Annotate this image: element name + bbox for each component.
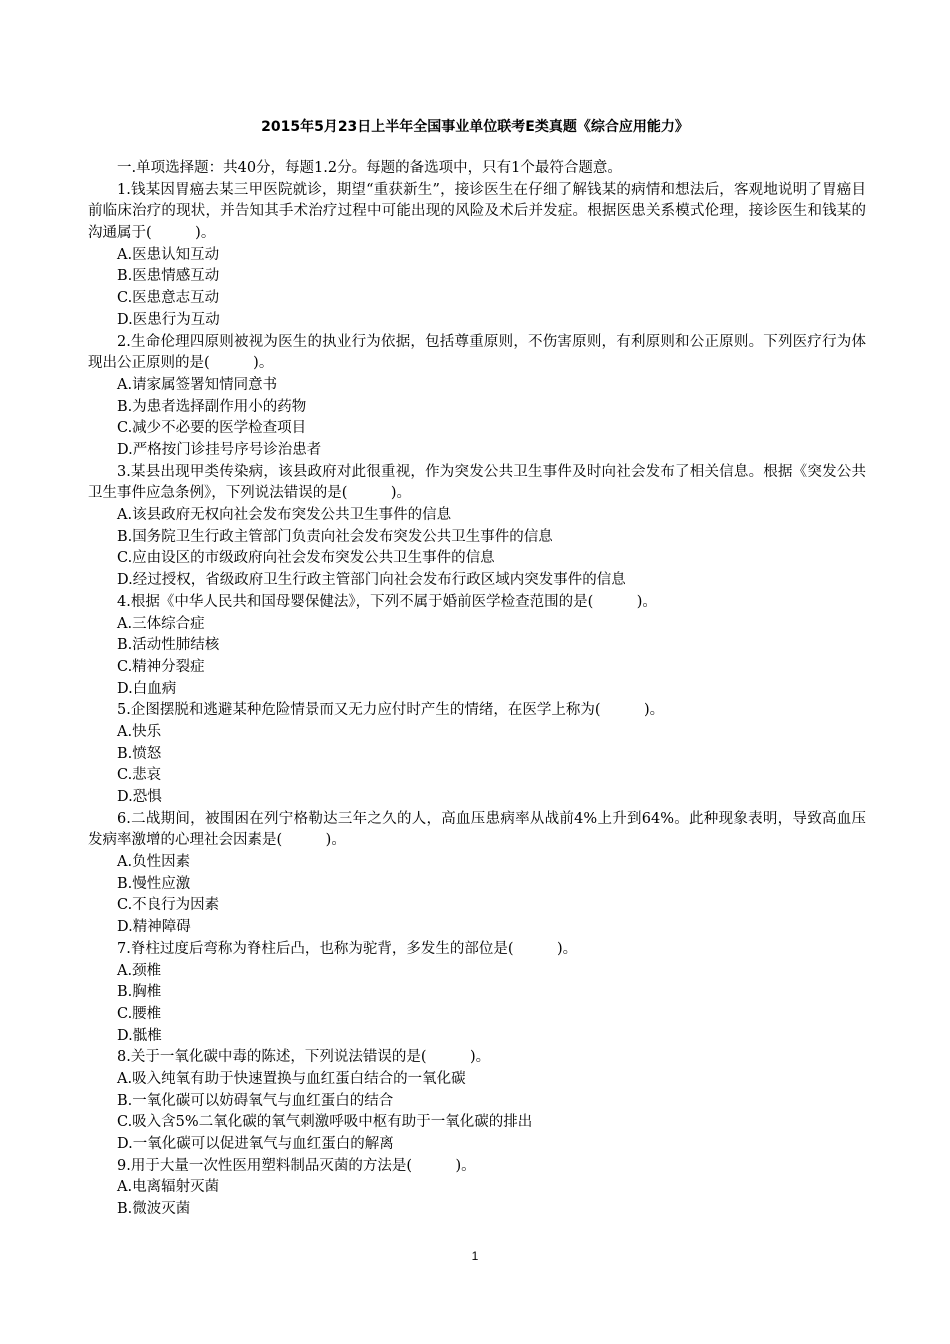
question-7-option-d: D.骶椎 (117, 1027, 162, 1044)
question-1-option-b: B.医患情感互动 (117, 268, 220, 285)
question-5-option-a: A.快乐 (117, 723, 162, 740)
question-2-option-b: B.为患者选择副作用小的药物 (117, 398, 307, 415)
question-8-option-d: D.一氧化碳可以促进氧气与血红蛋白的解离 (117, 1136, 394, 1153)
question-1-option-a: A.医患认知互动 (117, 246, 220, 263)
question-6-option-a: A.负性因素 (117, 854, 191, 871)
question-8-option-b: B.一氧化碳可以妨碍氧气与血红蛋白的结合 (117, 1092, 394, 1109)
question-5-option-c: C.悲哀 (117, 767, 162, 784)
question-6-stem: 6.二战期间，被围困在列宁格勒达三年之久的人，高血压患病率从战前4%上升到64%。此种现象表明，导致高血压发病率激增的心理社会因素是( )。 (88, 810, 866, 849)
question-1-stem: 1.钱某因胃癌去某三甲医院就诊，期望“重获新生”，接诊医生在仔细了解钱某的病情和想法后，客观地说明了胃癌目前临床治疗的现状，并告知其手术治疗过程中可能出现的风险及术后并发症。根据医患关系模式伦理，接诊医生和钱某的沟通属于( )。 (88, 181, 866, 242)
question-8-stem: 8.关于一氧化碳中毒的陈述，下列说法错误的是( )。 (117, 1049, 491, 1066)
document-body (88, 158, 866, 1221)
question-7-option-c: C.腰椎 (117, 1005, 162, 1022)
question-1-option-c: C.医患意志互动 (117, 290, 220, 307)
question-1-option-d: D.医患行为互动 (117, 311, 220, 328)
question-3-stem: 3.某县出现甲类传染病，该县政府对此很重视，作为突发公共卫生事件及时向社会发布了相关信息。根据《突发公共卫生事件应急条例》，下列说法错误的是( )。 (88, 463, 866, 502)
question-4-stem: 4.根据《中华人民共和国母婴保健法》，下列不属于婚前医学检查范围的是( )。 (117, 593, 657, 610)
question-9-option-b: B.微波灭菌 (117, 1201, 191, 1218)
question-3-option-b: B.国务院卫生行政主管部门负责向社会发布突发公共卫生事件的信息 (117, 528, 553, 545)
question-4-option-d: D.白血病 (117, 680, 177, 697)
question-4-option-b: B.活动性肺结核 (117, 637, 220, 654)
question-2-option-d: D.严格按门诊挂号序号诊治患者 (117, 441, 322, 458)
question-3-option-a: A.该县政府无权向社会发布突发公共卫生事件的信息 (117, 507, 452, 524)
question-6-option-c: C.不良行为因素 (117, 897, 220, 914)
section-header: 一.单项选择题：共40分，每题1.2分。每题的备选项中，只有1个最符合题意。 (117, 160, 622, 176)
question-3-option-c: C.应由设区的市级政府向社会发布突发公共卫生事件的信息 (117, 550, 495, 567)
question-7-stem: 7.脊柱过度后弯称为脊柱后凸，也称为驼背，多发生的部位是( )。 (117, 940, 578, 957)
question-2-option-c: C.减少不必要的医学检查项目 (117, 420, 307, 437)
question-4-option-c: C.精神分裂症 (117, 658, 205, 675)
question-6-option-b: B.慢性应激 (117, 875, 191, 892)
question-9-stem: 9.用于大量一次性医用塑料制品灭菌的方法是( )。 (117, 1157, 476, 1174)
question-5-stem: 5.企图摆脱和逃避某种危险情景而又无力应付时产生的情绪，在医学上称为( )。 (117, 702, 665, 719)
document-title: 2015年5月23日上半年全国事业单位联考E类真题《综合应用能力》 (261, 119, 689, 135)
question-5-option-d: D.恐惧 (117, 789, 162, 805)
question-2-stem: 2.生命伦理四原则被视为医生的执业行为依据，包括尊重原则，不伤害原则，有利原则和公正原则。下列医疗行为体现出公正原则的是( )。 (88, 333, 866, 372)
question-3-option-d: D.经过授权，省级政府卫生行政主管部门向社会发布行政区域内突发事件的信息 (117, 572, 626, 589)
question-9-option-a: A.电离辐射灭菌 (117, 1179, 220, 1196)
question-5-option-b: B.愤怒 (117, 745, 162, 762)
question-2-option-a: A.请家属签署知情同意书 (117, 376, 278, 393)
question-4-option-a: A.三体综合症 (117, 615, 205, 632)
question-8-option-a: A.吸入纯氧有助于快速置换与血红蛋白结合的一氧化碳 (117, 1070, 466, 1087)
question-6-option-d: D.精神障碍 (117, 919, 191, 936)
question-7-option-b: B.胸椎 (117, 984, 162, 1001)
page-number: 1 (471, 1249, 479, 1263)
question-8-option-c: C.吸入含5%二氧化碳的氧气刺激呼吸中枢有助于一氧化碳的排出 (117, 1114, 533, 1131)
question-7-option-a: A.颈椎 (117, 962, 162, 979)
